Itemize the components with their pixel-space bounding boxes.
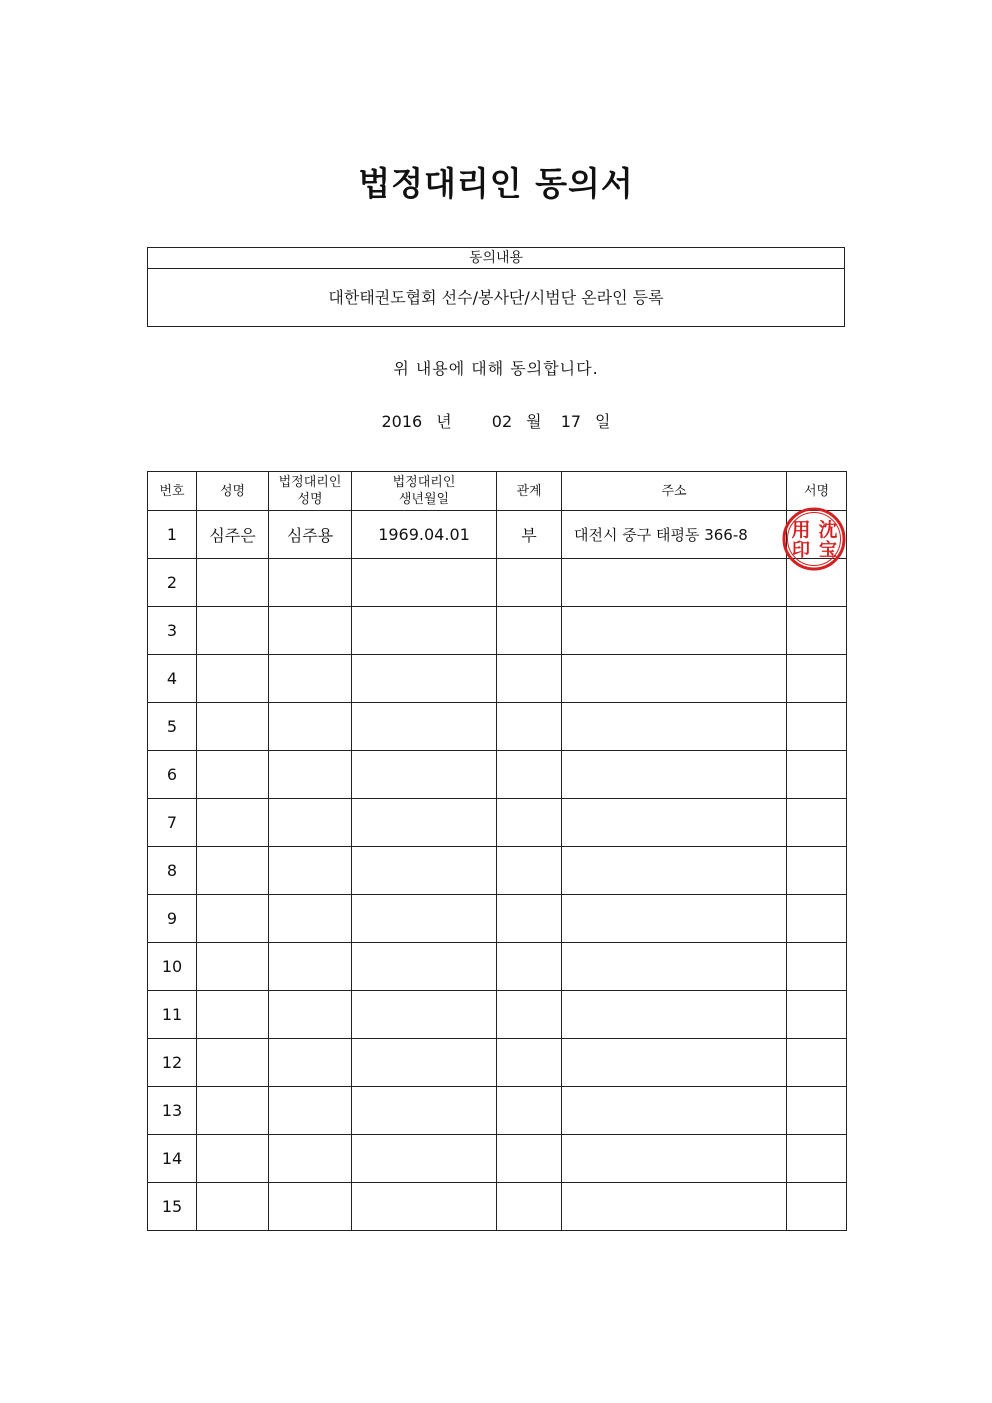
table-row [148,943,847,991]
cell-name [197,559,269,607]
cell-guardian-birth [352,991,497,1039]
date-year: 2016 [381,412,423,431]
cell-guardian-name [269,991,352,1039]
cell-no: 7 [148,799,197,847]
cell-relation [497,1039,562,1087]
cell-signature [787,847,847,895]
cell-signature [787,799,847,847]
cell-signature [787,751,847,799]
cell-name [197,1135,269,1183]
cell-address [562,895,787,943]
cell-guardian-birth [352,559,497,607]
cell-no: 5 [148,703,197,751]
cell-relation [497,847,562,895]
cell-signature [787,511,847,559]
cell-name [197,895,269,943]
cell-address [562,751,787,799]
cell-address [562,1087,787,1135]
cell-name [197,751,269,799]
cell-guardian-name [269,1135,352,1183]
cell-no: 1 [148,511,197,559]
cell-no: 2 [148,559,197,607]
cell-relation [497,895,562,943]
cell-guardian-birth [352,655,497,703]
cell-address [562,559,787,607]
cell-relation [497,751,562,799]
cell-name [197,991,269,1039]
cell-guardian-name [269,751,352,799]
cell-relation [497,655,562,703]
header-guardian-name-line2: 성명 [297,492,323,507]
table-row [148,799,847,847]
header-signature: 서명 [787,472,847,511]
cell-no: 10 [148,943,197,991]
cell-no: 9 [148,895,197,943]
cell-address [562,1135,787,1183]
cell-guardian-name [269,1039,352,1087]
cell-relation [497,559,562,607]
cell-signature [787,1183,847,1231]
cell-guardian-birth [352,895,497,943]
cell-guardian-name [269,559,352,607]
cell-name [197,703,269,751]
cell-address [562,1039,787,1087]
cell-no: 15 [148,1183,197,1231]
header-address: 주소 [562,472,787,511]
cell-address [562,703,787,751]
cell-name [197,607,269,655]
cell-guardian-name [269,1087,352,1135]
cell-guardian-name [269,799,352,847]
header-guardian-birth-line2: 생년월일 [398,492,450,507]
cell-guardian-birth [352,1135,497,1183]
cell-address: 대전시 중구 태평동 366-8 [562,511,787,559]
cell-address [562,655,787,703]
cell-signature [787,991,847,1039]
cell-guardian-birth [352,607,497,655]
table-row [148,1135,847,1183]
date-month-unit: 월 [526,412,542,431]
cell-address [562,991,787,1039]
cell-guardian-birth [352,1183,497,1231]
table-row [148,1087,847,1135]
signing-date [0,409,992,432]
cell-signature [787,943,847,991]
cell-guardian-birth [352,1087,497,1135]
cell-guardian-birth: 1969.04.01 [352,511,497,559]
cell-guardian-name [269,895,352,943]
table-row [148,847,847,895]
cell-signature [787,1039,847,1087]
cell-signature [787,607,847,655]
cell-name [197,655,269,703]
cell-no: 11 [148,991,197,1039]
guardian-table [147,471,847,1231]
cell-signature [787,895,847,943]
cell-relation: 부 [497,511,562,559]
cell-guardian-name [269,847,352,895]
document-title: 법정대리인 동의서 [358,164,634,203]
cell-name [197,799,269,847]
cell-signature [787,655,847,703]
date-day: 17 [560,412,582,431]
cell-relation [497,943,562,991]
cell-address [562,847,787,895]
cell-no: 13 [148,1087,197,1135]
cell-no: 3 [148,607,197,655]
cell-name [197,1183,269,1231]
cell-signature [787,1135,847,1183]
cell-name: 심주은 [197,511,269,559]
cell-guardian-birth [352,799,497,847]
seal-stamp-icon [782,507,846,571]
cell-address [562,799,787,847]
cell-relation [497,991,562,1039]
cell-no: 8 [148,847,197,895]
header-name: 성명 [197,472,269,511]
cell-relation [497,1135,562,1183]
cell-relation [497,607,562,655]
table-row [148,703,847,751]
svg-text:沈: 沈 [818,519,838,541]
cell-name [197,847,269,895]
date-month: 02 [491,412,513,431]
cell-no: 4 [148,655,197,703]
agreement-text: 위 내용에 대해 동의합니다. [393,359,599,378]
cell-guardian-name [269,1183,352,1231]
cell-relation [497,703,562,751]
cell-relation [497,799,562,847]
cell-guardian-name [269,943,352,991]
table-row [148,991,847,1039]
date-day-unit: 일 [595,412,611,431]
cell-relation [497,1087,562,1135]
cell-no: 12 [148,1039,197,1087]
cell-guardian-name [269,703,352,751]
cell-name [197,1039,269,1087]
cell-guardian-birth [352,751,497,799]
table-row [148,511,847,559]
table-row [148,607,847,655]
cell-guardian-name: 심주용 [269,511,352,559]
cell-signature [787,703,847,751]
svg-text:宝: 宝 [819,540,837,561]
header-guardian-name [269,472,352,511]
cell-guardian-birth [352,943,497,991]
table-row [148,751,847,799]
header-relation: 관계 [497,472,562,511]
cell-guardian-birth [352,847,497,895]
date-year-unit: 년 [436,412,452,431]
cell-relation [497,1183,562,1231]
cell-address [562,943,787,991]
header-no: 번호 [148,472,197,511]
cell-guardian-birth [352,703,497,751]
svg-text:用: 用 [791,519,811,541]
consent-body: 대한태권도협회 선수/봉사단/시범단 온라인 등록 [328,288,664,307]
consent-header: 동의내용 [148,248,844,269]
cell-name [197,1087,269,1135]
svg-text:印: 印 [792,540,810,561]
cell-signature [787,1087,847,1135]
cell-no: 14 [148,1135,197,1183]
cell-guardian-birth [352,1039,497,1087]
table-row [148,1039,847,1087]
table-row [148,1183,847,1231]
header-guardian-birth-line1: 법정대리인 [392,475,456,490]
table-row [148,655,847,703]
cell-guardian-name [269,607,352,655]
header-guardian-birth [352,472,497,511]
consent-box [147,247,845,327]
table-header-row [148,472,847,511]
cell-guardian-name [269,655,352,703]
cell-name [197,943,269,991]
table-row [148,895,847,943]
cell-address [562,607,787,655]
cell-no: 6 [148,751,197,799]
header-guardian-name-line1: 법정대리인 [278,475,342,490]
table-row [148,559,847,607]
cell-address [562,1183,787,1231]
